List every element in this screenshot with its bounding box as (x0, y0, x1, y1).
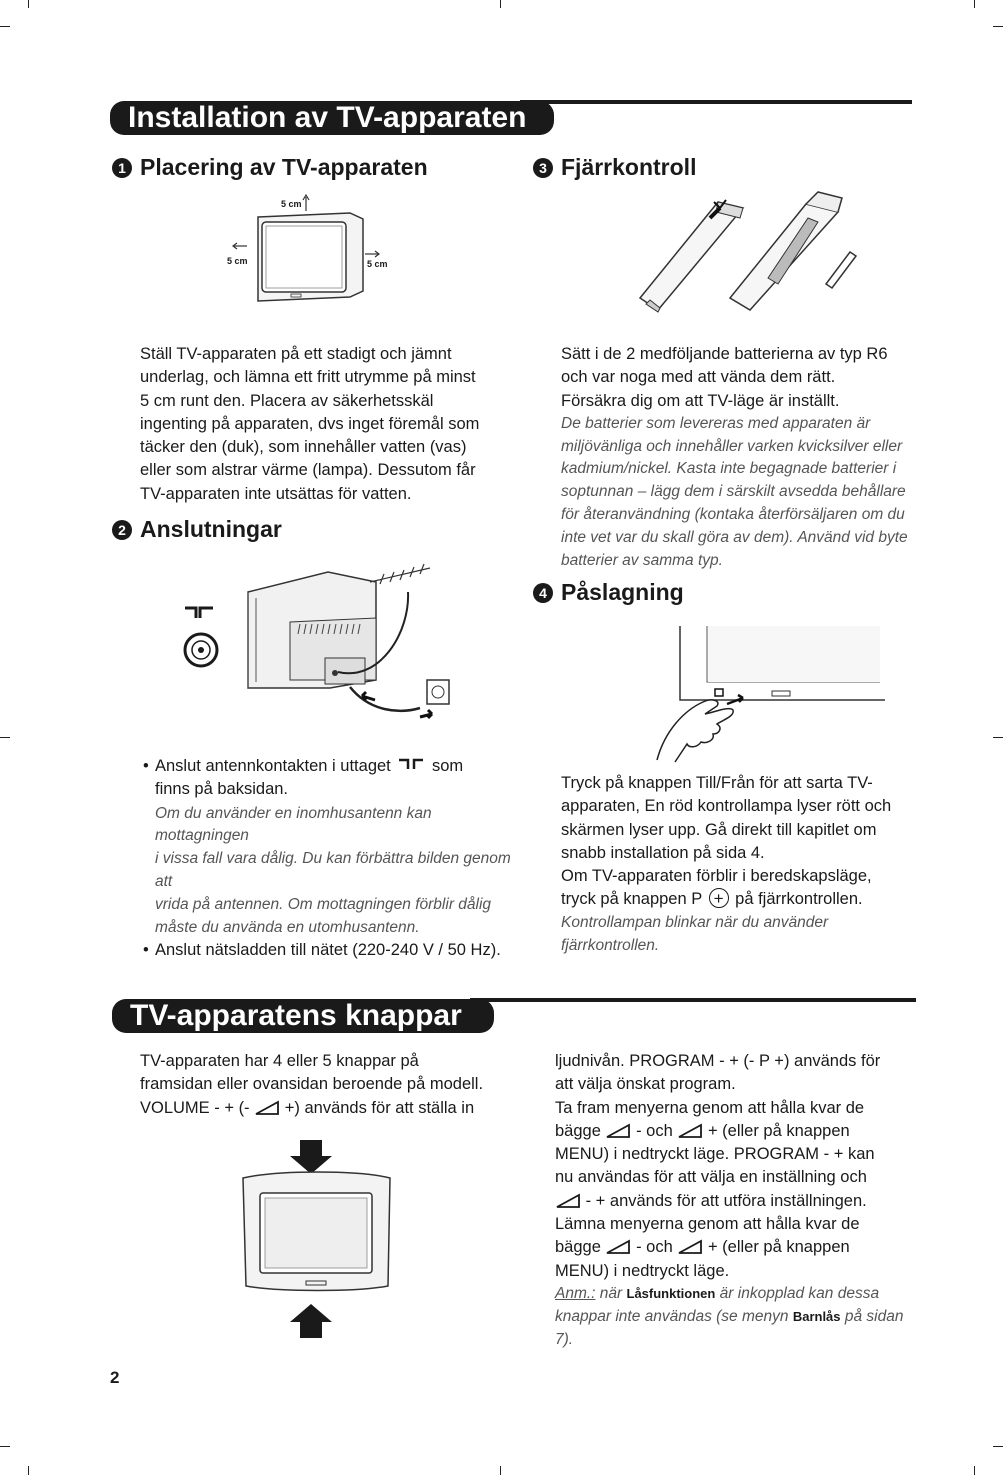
volume-icon (677, 1240, 703, 1254)
text-line: TV-apparaten har 4 eller 5 knappar på (140, 1052, 419, 1070)
crop-mark (993, 1446, 1003, 1447)
remote-title: Fjärrkontroll (561, 154, 697, 180)
text-line: i vissa fall vara dålig. Du kan förbättra bilden genom att (155, 850, 511, 890)
text-line: Ställ TV-apparaten på ett stadigt och jämnt (140, 345, 452, 363)
section-title: TV-apparatens knappar (112, 999, 494, 1033)
text-line: underlag, och lämna ett fritt utrymme på minst (140, 368, 476, 387)
text-line: måste du använda en utomhusantenn. (155, 918, 420, 936)
text-line (555, 1190, 925, 1213)
remote-heading (533, 154, 696, 181)
text-line (555, 1283, 925, 1306)
crop-mark (974, 0, 975, 8)
right-clearance-label: 5 cm (367, 259, 388, 269)
volume-icon (605, 1240, 631, 1254)
text-line: Försäkra dig om att TV-läge är inställt. (561, 391, 840, 410)
tv-connection-illustration (180, 562, 455, 727)
buttons-left-text (140, 1050, 510, 1120)
power-bullet: • Anslut nätsladden till nätet (220-240 V / 50 Hz). (143, 939, 513, 962)
text-line: MENU) i nedtryckt läge. (555, 1261, 730, 1280)
text-line: Om TV-apparaten förblir i beredskapsläge, (561, 867, 872, 886)
placement-text (140, 343, 510, 506)
remote-text (561, 343, 921, 572)
text-line: för återanvändning (kontaka återförsäljaren om du (561, 506, 905, 524)
lock-function-term: Låsfunktionen (626, 1285, 716, 1301)
step-number: 1 (112, 158, 132, 178)
text-line: Lämna menyerna genom att hålla kvar de (555, 1215, 860, 1234)
text-fragment: +) används för att ställa in (284, 1098, 475, 1117)
text-line (561, 888, 921, 911)
connections-heading (112, 516, 282, 543)
text-fragment: + (eller på knappen (707, 1121, 850, 1140)
power-button-illustration (645, 620, 885, 765)
text-fragment: - och (636, 1121, 673, 1140)
top-clearance-label: 5 cm (281, 199, 302, 209)
text-line: apparaten, En röd kontrollampa lyser rött och (561, 797, 892, 816)
text-fragment: - + används för att utföra inställningen. (585, 1191, 867, 1210)
lock-note (555, 1283, 925, 1351)
header-rule (470, 998, 916, 1002)
placement-title: Placering av TV-apparaten (140, 154, 428, 180)
text-fragment: Anslut antennkontakten i uttaget (155, 757, 391, 775)
child-lock-term: Barnlås (792, 1308, 841, 1324)
crop-mark (993, 737, 1003, 738)
text-line: Sätt i de 2 medföljande batterierna av typ R6 (561, 345, 888, 363)
crop-mark (0, 1446, 10, 1447)
text-line: nu användas för att välja en inställning och (555, 1168, 867, 1187)
crop-mark (500, 1466, 501, 1475)
volume-icon (555, 1194, 581, 1208)
text-line: att välja önskat program. (555, 1075, 736, 1094)
connections-title: Anslutningar (140, 516, 282, 542)
crop-mark (974, 1466, 975, 1475)
program-plus-icon: + (709, 888, 729, 908)
text-fragment: på sidan 7). (555, 1307, 904, 1348)
page-title: Installation av TV-apparaten (110, 101, 554, 135)
volume-icon (677, 1124, 703, 1138)
step-number: 3 (533, 158, 553, 178)
text-line: kadmium/nickel. Kasta inte begagnade batterier i (561, 460, 897, 478)
text-fragment: när (599, 1284, 623, 1302)
crop-mark (0, 737, 10, 738)
antenna-bullet (143, 755, 513, 778)
text-line: De batterier som levereras med apparaten är (561, 414, 871, 432)
text-fragment: - och (636, 1238, 673, 1257)
text-fragment: + (eller på knappen (707, 1238, 850, 1257)
placement-heading (112, 154, 428, 181)
text-line (555, 1236, 925, 1259)
text-line: finns på baksidan. (155, 780, 289, 799)
text-fragment: på fjärrkontrollen. (735, 890, 863, 909)
text-line: batterier av samma typ. (561, 551, 723, 569)
text-line: Om du använder en inomhusantenn kan mottagningen (155, 804, 432, 845)
text-line: och var noga med att vända dem rätt. (561, 368, 836, 387)
text-line: vrida på antennen. Om mottagningen förblir dålig (155, 895, 492, 913)
volume-icon (605, 1124, 631, 1138)
text-line (555, 1120, 925, 1143)
connections-text (143, 755, 513, 963)
antenna-note (143, 802, 513, 940)
crop-mark (0, 26, 10, 27)
note-label: Anm.: (555, 1284, 596, 1302)
text-fragment: bägge (555, 1121, 601, 1140)
crop-mark (500, 0, 501, 8)
battery-note (561, 413, 921, 573)
text-fragment: knappar inte användas (se menyn (555, 1307, 789, 1325)
tv-placement-illustration (225, 195, 400, 310)
text-line: Ta fram menyerna genom att hålla kvar de (555, 1098, 865, 1117)
crop-mark (993, 26, 1003, 27)
text-line: skärmen lyser upp. Gå direkt till kapitlet om (561, 820, 877, 839)
text-line: snabb installation på sida 4. (561, 843, 765, 862)
power-heading (533, 579, 684, 606)
header-rule (520, 100, 912, 104)
left-clearance-label: 5 cm (227, 256, 248, 266)
text-line (555, 1306, 925, 1352)
text-line: inte vet var du skall göra av dem). Använd vid byte (561, 528, 908, 546)
crop-mark (28, 0, 29, 8)
text-line: MENU) i nedtryckt läge. PROGRAM - + kan (555, 1145, 875, 1164)
tv-buttons-illustration (238, 1140, 398, 1340)
text-line: Tryck på knappen Till/Från för att sarta TV- (561, 774, 873, 792)
antenna-socket-icon (398, 758, 424, 771)
text-fragment: bägge (555, 1238, 601, 1257)
power-note (561, 912, 921, 958)
power-title: Påslagning (561, 579, 684, 605)
text-line: framsidan eller ovansidan beroende på modell. (140, 1075, 484, 1094)
buttons-right-text (555, 1050, 925, 1351)
text-line: 5 cm runt den. Placera av säkerhetsskäl (140, 391, 434, 410)
text-fragment: som (431, 757, 464, 775)
text-fragment: VOLUME - + (- (140, 1098, 250, 1117)
step-number: 4 (533, 583, 553, 603)
remote-battery-illustration (628, 188, 878, 318)
crop-mark (28, 1466, 29, 1475)
text-line: ljudnivån. PROGRAM - + (- P +) används för (555, 1052, 881, 1070)
text-line: miljövänliga och innehåller varken kvicksilver eller (561, 437, 903, 455)
text-fragment: är inkopplad kan dessa (719, 1284, 880, 1302)
text-line: soptunnan – lägg dem i särskilt avsedda behållare (561, 483, 906, 501)
text-line: TV-apparaten inte utsättas för vatten. (140, 484, 412, 503)
power-text (561, 772, 921, 957)
page-number: 2 (110, 1368, 120, 1387)
text-line: eller som alstrar värme (lampa). Dessutom får (140, 461, 476, 480)
text-line: täcker den (duk), som innehåller vatten (vas) (140, 438, 467, 457)
text-line: Kontrollampan blinkar när du använder (561, 913, 829, 931)
text-fragment: tryck på knappen P (561, 890, 702, 909)
text-line: fjärrkontrollen. (561, 936, 660, 954)
volume-icon (254, 1101, 280, 1115)
step-number: 2 (112, 520, 132, 540)
text-line: ingenting på apparaten, dvs inget föremål som (140, 414, 480, 433)
text-line (140, 1097, 510, 1120)
